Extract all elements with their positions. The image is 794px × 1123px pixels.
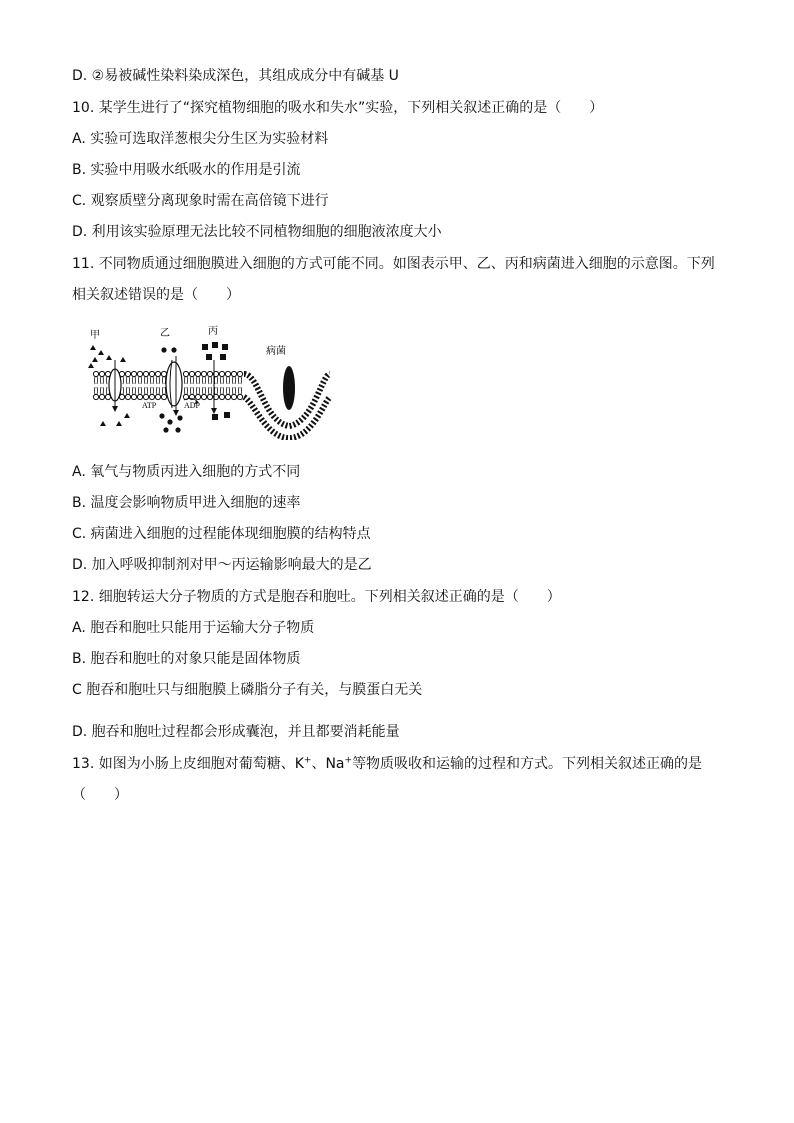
label-jia: 甲	[90, 330, 100, 341]
label-atp: ATP	[142, 401, 157, 410]
q12-stem: 12. 细胞转运大分子物质的方式是胞吞和胞吐。下列相关叙述正确的是（ ）	[72, 589, 561, 605]
q9-option-d: D. ②易被碱性染料染成深色，其组成成分中有碱基 U	[72, 68, 399, 84]
q10-option-a: A. 实验可选取洋葱根尖分生区为实验材料	[72, 131, 329, 147]
q10-option-c: C. 观察质壁分离现象时需在高倍镜下进行	[72, 193, 329, 209]
q13-sup-k: +	[303, 755, 312, 766]
q13-sup-na: +	[344, 755, 353, 766]
q10-option-d: D. 利用该实验原理无法比较不同植物细胞的细胞液浓度大小	[72, 224, 442, 240]
q11-option-c: C. 病菌进入细胞的过程能体现细胞膜的结构特点	[72, 526, 371, 542]
q13-stem-post: 等物质吸收和运输的过程和方式。下列相关叙述正确的是	[352, 756, 703, 772]
q13-stem-line2: （ ）	[72, 787, 128, 803]
q12-option-a: A. 胞吞和胞吐只能用于运输大分子物质	[72, 620, 315, 636]
label-adp: ADP	[184, 401, 201, 410]
q13-stem-line1	[72, 754, 702, 774]
membrane-transport-diagram	[84, 322, 334, 440]
q13-stem-pre: 13. 如图为小肠上皮细胞对葡萄糖、K	[72, 756, 304, 772]
q11-stem-line1: 11. 不同物质通过细胞膜进入细胞的方式可能不同。如图表示甲、乙、丙和病菌进入细胞的示意图。下列	[72, 256, 715, 272]
q11-option-d: D. 加入呼吸抑制剂对甲～丙运输影响最大的是乙	[72, 557, 372, 573]
protein-jia	[109, 360, 121, 412]
q10-option-b: B. 实验中用吸水纸吸水的作用是引流	[72, 162, 301, 178]
label-bacteria: 病菌	[266, 346, 286, 357]
q11-option-b: B. 温度会影响物质甲进入细胞的速率	[72, 495, 301, 511]
label-yi: 乙	[160, 328, 170, 339]
label-bing: 丙	[208, 326, 218, 337]
bacteria-cell	[283, 366, 295, 410]
q10-stem: 10. 某学生进行了“探究植物细胞的吸水和失水”实验，下列相关叙述正确的是（ ）	[72, 100, 604, 116]
q11-stem-line2: 相关叙述错误的是（ ）	[72, 287, 240, 303]
arrow-bing	[211, 360, 217, 414]
q11-option-a: A. 氧气与物质丙进入细胞的方式不同	[72, 464, 301, 480]
q12-option-c: C 胞吞和胞吐只与细胞膜上磷脂分子有关，与膜蛋白无关	[72, 682, 423, 698]
q13-stem-mid: 、Na	[311, 756, 345, 772]
q12-option-d: D. 胞吞和胞吐过程都会形成囊泡，并且都要消耗能量	[72, 724, 400, 740]
q12-option-b: B. 胞吞和胞吐的对象只能是固体物质	[72, 651, 301, 667]
